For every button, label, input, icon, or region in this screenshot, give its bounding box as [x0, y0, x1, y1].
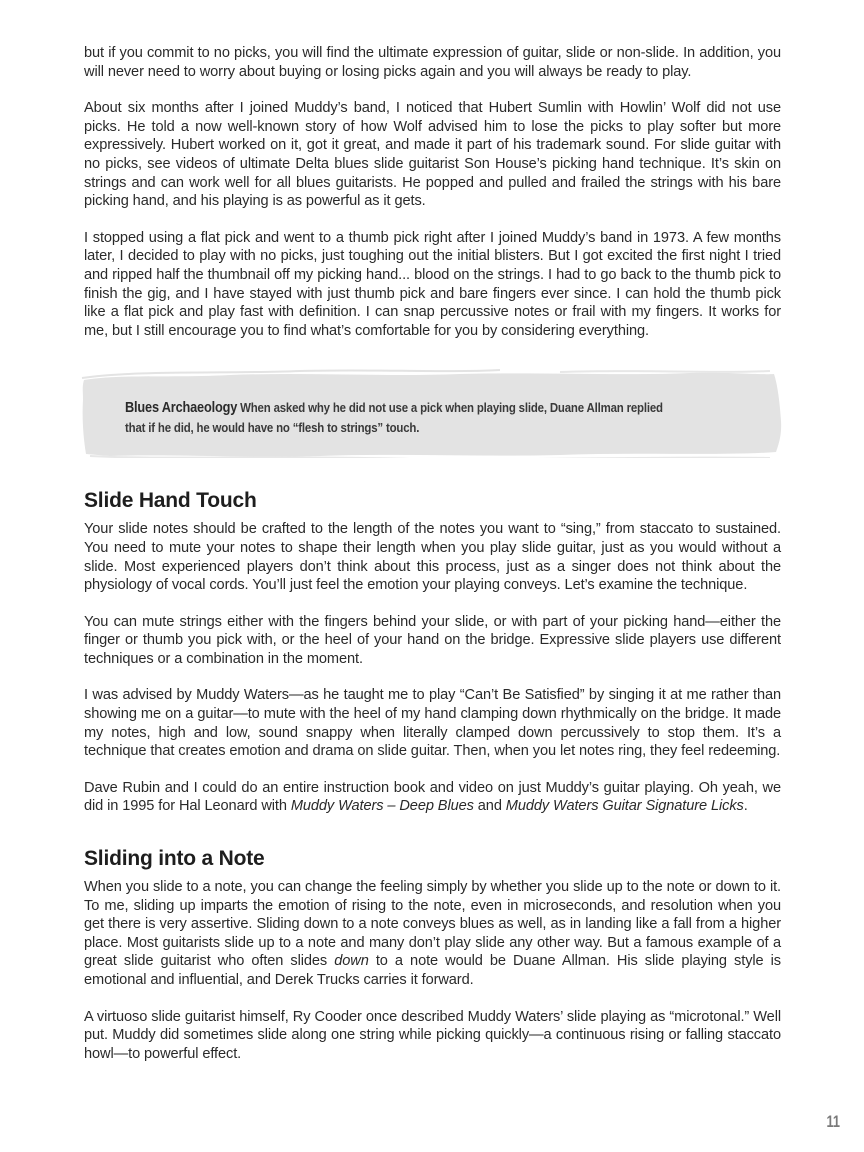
page-number: 11 [826, 1112, 840, 1131]
section1-p4-start: Dave Rubin and I could do an entire instruction book and video on just Muddy’s guitar playing. Oh yeah, we did in 1995 for Hal Leonard with [84, 779, 781, 815]
section2-paragraph-2: A virtuoso slide guitarist himself, Ry Cooder once described Muddy Waters’ slide playing as “microtonal.” Well put. Muddy did sometimes slide along one string while picking quickly—a continuous rising or falling staccato howl—to powerful effect. [84, 1008, 781, 1062]
book-title-deep-blues: Muddy Waters – Deep Blues [290, 798, 474, 815]
section1-p4-mid: and [473, 798, 506, 815]
emphasis-down: down [334, 953, 369, 970]
section2-p1-end: to a note would be Duane Allman. His slide playing style is emotional and influential, and Derek Trucks carries it forward. [84, 953, 781, 988]
section1-paragraph-1: Your slide notes should be crafted to the length of the notes you want to “sing,” from staccato to sustained. You need to mute your notes to shape their length when you play slide guitar, just as you would without a slide. Most experienced players don’t think about this process, just as a singer does not think about the physiology of vocal cords. You’ll just feel the emotion your playing conveys. Let’s examine the technique. [84, 521, 781, 594]
section1-paragraph-3: I was advised by Muddy Waters—as he taught me to play “Can’t Be Satisfied” by singing it at me rather than showing me on a guitar—to mute with the heel of my hand clamping down rhythmically on the bridge. It made my notes, high and low, sound snappy when literally clamped down percussively to stop them. It’s a technique that creates emotion and drama on slide guitar. Then, when you let notes ring, they feel redeeming. [84, 687, 781, 760]
book-title-signature-licks: Muddy Waters Guitar Signature Licks [505, 798, 744, 815]
section2-paragraph-1 [84, 878, 781, 990]
section1-paragraph-4 [84, 779, 781, 816]
intro-paragraph-3: I stopped using a flat pick and went to a thumb pick right after I joined Muddy’s band in 1973. A few months later, I decided to play with no picks, just toughing out the initial blisters. But I got excited the first night I tried and ripped half the thumbnail off my picking hand... blood on the strings. I had to go back to the thumb pick to finish the gig, and I have stayed with just thumb pick and bare fingers ever since. I can hold the thumb pick like a flat pick and play fast with definition. I can snap percussive notes or frail with my fingers. It works for me, but I still encourage you to find what’s comfortable for you by considering everything. [84, 229, 781, 339]
section-spacer [84, 834, 781, 846]
blues-archaeology-sidebar [80, 366, 785, 458]
intro-paragraph-2: About six months after I joined Muddy’s band, I noticed that Hubert Sumlin with Howlin’ Wolf did not use picks. He told a now well-known story of how Wolf advised him to lose the picks to play softer but more expressively. Hubert worked on it, got it great, and made it part of his trademark sound. For slide guitar with no picks, see videos of ultimate Delta blues slide guitarist Son House’s picking hand technique. It’s skin on strings and can work well for all blues guitarists. He popped and pulled and frailed the strings with his bare picking hand, and his playing is as powerful as it gets. [84, 100, 781, 210]
section-heading-sliding-into-a-note: Sliding into a Note [84, 847, 265, 871]
sidebar-text-block [125, 398, 671, 437]
section2-p1-start: When you slide to a note, you can change the feeling simply by whether you slide up to the note or down to it. To me, sliding up imparts the emotion of rising to the note, even in microseconds, and resolution when you get there is very assertive. Sliding down to a note conveys blues as well, as in landing like a fall from a higher place. Most guitarists slide up to a note and many don’t play slide any other way. But a famous example of a great slide guitarist who often slides [84, 879, 781, 970]
section1-p4-end: . [743, 798, 748, 815]
section1-paragraph-2: You can mute strings either with the fingers behind your slide, or with part of your picking hand—either the finger or thumb you pick with, or the heel of your hand on the bridge. Expressive slide players use different techniques or a combination in the moment. [84, 613, 781, 667]
sidebar-body: When asked why he did not use a pick when playing slide, Duane Allman replied that if he did, he would have no “flesh to strings” touch. [125, 400, 663, 436]
page-content [84, 44, 781, 1081]
section-heading-slide-hand-touch: Slide Hand Touch [84, 489, 257, 513]
sidebar-title: Blues Archaeology [125, 400, 238, 417]
intro-paragraph-1: but if you commit to no picks, you will find the ultimate expression of guitar, slide or non-slide. In addition, you will never need to worry about buying or losing picks again and you will always be ready to play. [84, 45, 781, 80]
